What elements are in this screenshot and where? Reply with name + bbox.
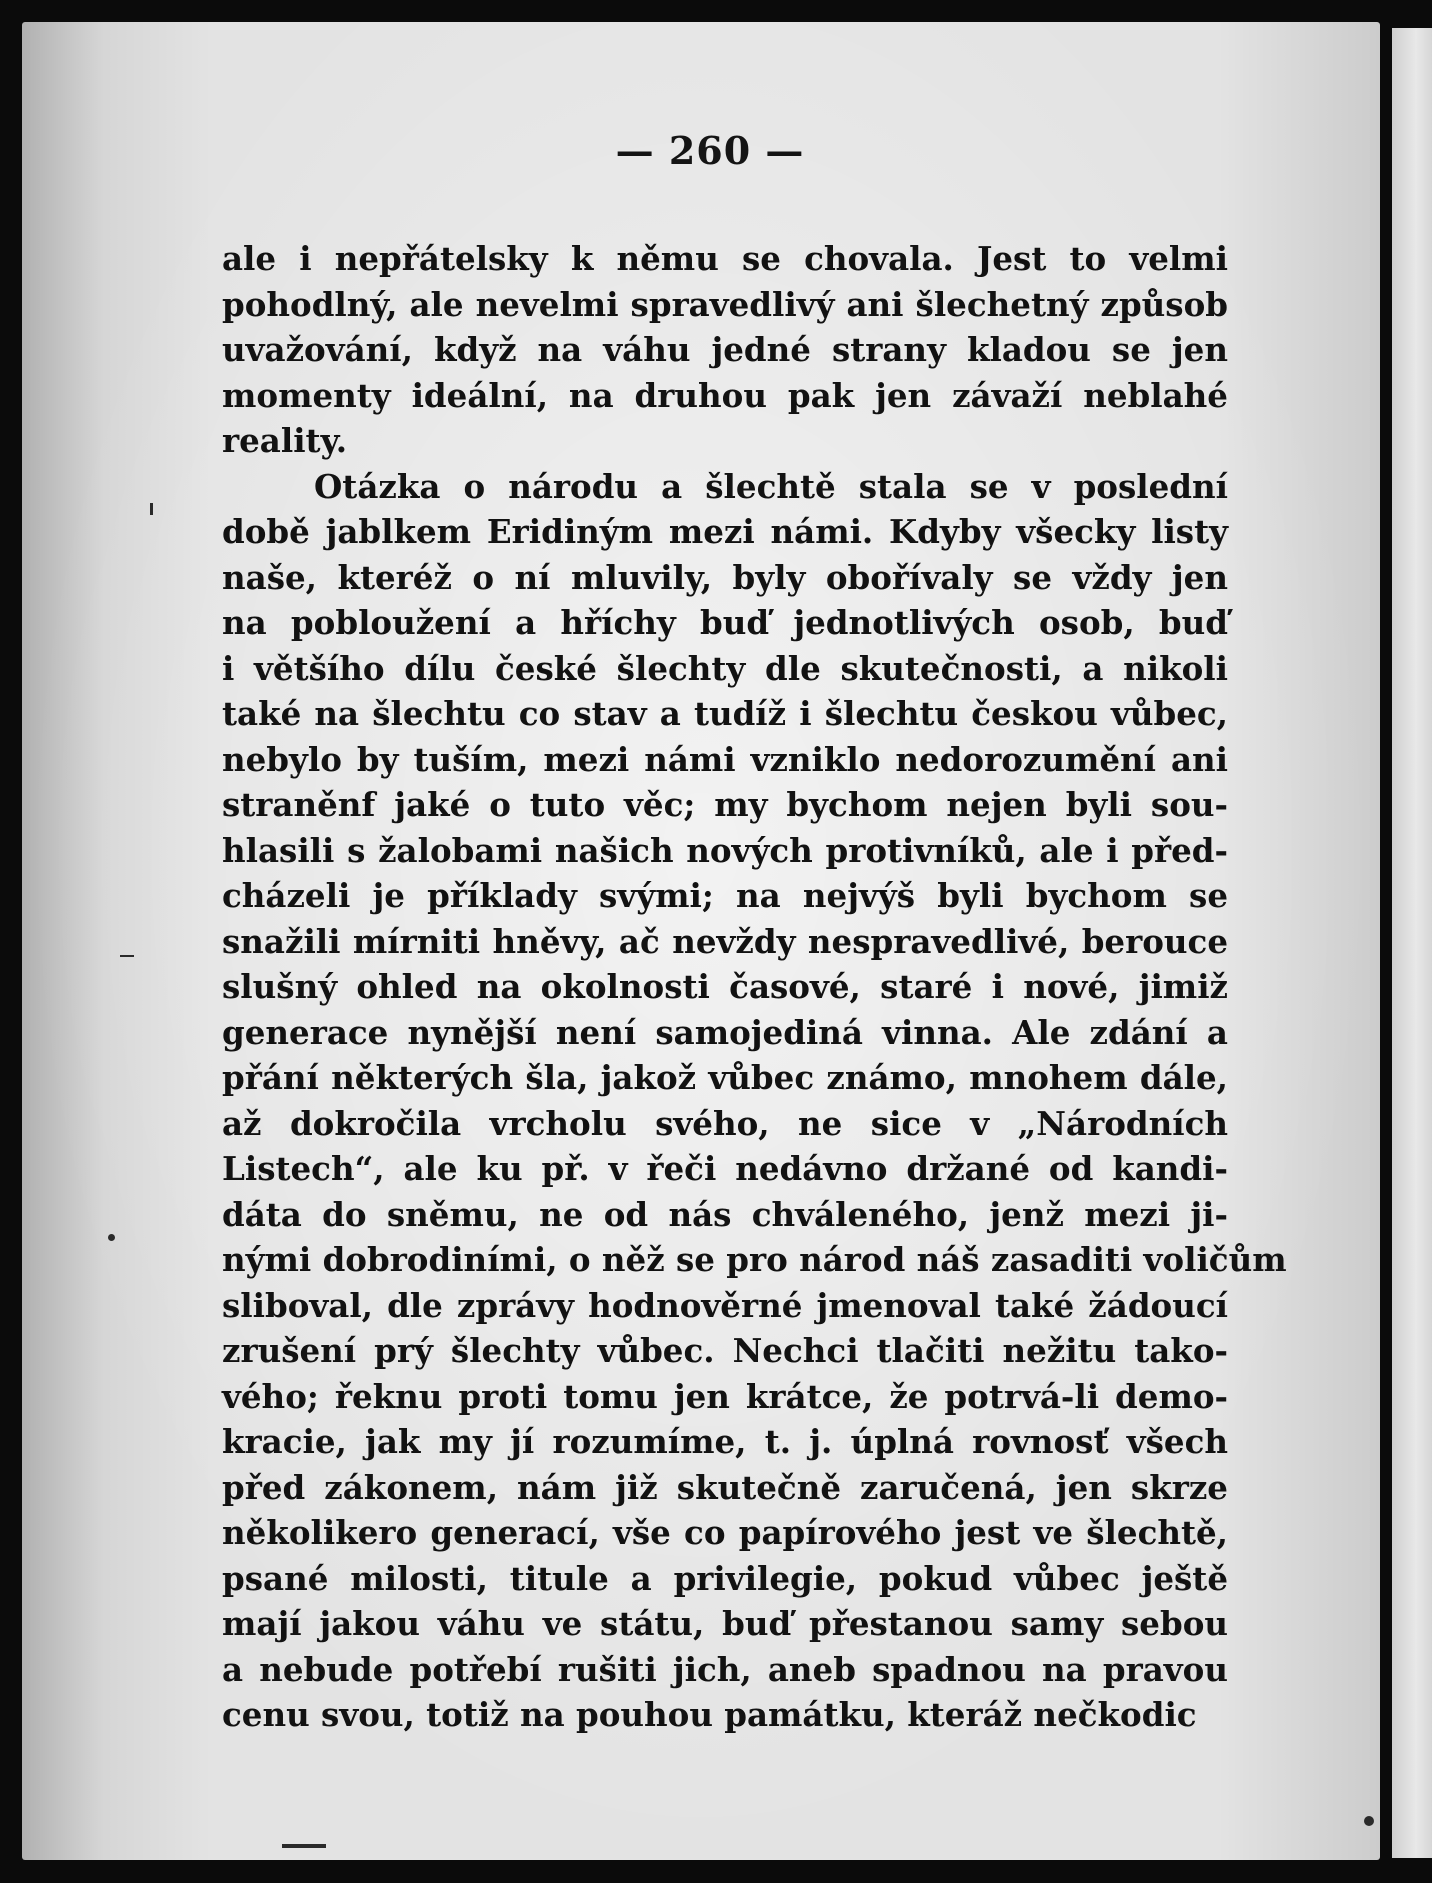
text-line: i většího dílu české šlechty dle skutečnosti, a nikoli bbox=[222, 648, 1228, 688]
text-line: slušný ohled na okolnosti časové, staré i nové, jimiž bbox=[222, 967, 1228, 1006]
next-page-edge bbox=[1392, 28, 1432, 1858]
text-line: cházeli je příklady svými; na nejvýš byli bychom se bbox=[222, 876, 1228, 915]
text-line: naše, kteréž o ní mluvily, byly obořívaly se vždy jen bbox=[222, 557, 1228, 597]
text-line: a nebude potřebí rušiti jich, aneb spadnou na pravou bbox=[222, 1649, 1228, 1689]
text-line: momenty ideální, na druhou pak jen závaží neblahé bbox=[222, 375, 1228, 415]
text-line: straněnf jaké o tuto věc; my bychom nejen byli sou- bbox=[222, 785, 1228, 824]
text-line: nými dobrodiními, o něž se pro národ náš zasaditi voličům bbox=[222, 1240, 1287, 1279]
text-line: až dokročila vrcholu svého, ne sice v „Národních bbox=[222, 1103, 1228, 1143]
text-line: ale i nepřátelsky k němu se chovala. Jest to velmi bbox=[222, 239, 1228, 278]
text-line: nebylo by tuším, mezi námi vzniklo nedorozumění ani bbox=[222, 739, 1228, 779]
text-line: generace nynější není samojediná vinna. Ale zdání a bbox=[222, 1012, 1228, 1052]
ink-speck bbox=[1364, 1816, 1374, 1826]
text-line: před zákonem, nám již skutečně zaručená, jen skrze bbox=[222, 1467, 1228, 1507]
paragraph-first-line: Otázka o národu a šlechtě stala se v poslední bbox=[314, 466, 1228, 506]
ink-speck bbox=[108, 1234, 115, 1241]
text-line: na pobloužení a hříchy buď jednotlivých osob, buď bbox=[222, 603, 1228, 642]
text-line: době jablkem Eridiným mezi námi. Kdyby všecky listy bbox=[222, 512, 1228, 551]
page-number: — 260 — bbox=[615, 128, 805, 173]
body-text bbox=[222, 236, 1287, 1738]
text-line: cenu svou, totiž na pouhou památku, kteráž nečkodic bbox=[222, 1695, 1197, 1734]
text-line: pohodlný, ale nevelmi spravedlivý ani šlechetný způsob bbox=[222, 284, 1228, 324]
text-line: psané milosti, titule a privilegie, pokud vůbec ještě bbox=[222, 1558, 1228, 1598]
text-line: mají jakou váhu ve státu, buď přestanou samy sebou bbox=[222, 1604, 1228, 1643]
text-line: sliboval, dle zprávy hodnověrné jmenoval také žádoucí bbox=[222, 1285, 1228, 1325]
text-line: několikero generací, vše co papírového jest ve šlechtě, bbox=[222, 1513, 1228, 1552]
text-line: také na šlechtu co stav a tudíž i šlechtu českou vůbec, bbox=[222, 694, 1228, 733]
text-line: kracie, jak my jí rozumíme, t. j. úplná rovnosť všech bbox=[222, 1422, 1228, 1461]
text-line: hlasili s žalobami našich nových protivníků, ale i před- bbox=[222, 830, 1228, 870]
text-line: zrušení prý šlechty vůbec. Nechci tlačiti nežitu tako- bbox=[222, 1331, 1228, 1370]
text-line: přání některých šla, jakož vůbec známo, mnohem dále, bbox=[222, 1058, 1228, 1097]
ink-speck bbox=[120, 955, 134, 957]
ink-speck bbox=[282, 1844, 326, 1848]
text-line: Listech“, ale ku př. v řeči nedávno držané od kandi- bbox=[222, 1149, 1228, 1188]
text-line: reality. bbox=[222, 421, 348, 460]
text-line: uvažování, když na váhu jedné strany kladou se jen bbox=[222, 330, 1228, 369]
ink-speck bbox=[150, 503, 153, 515]
text-line: vého; řeknu proti tomu jen krátce, že potrvá-li demo- bbox=[222, 1376, 1228, 1416]
gutter-shadow bbox=[1380, 22, 1392, 1860]
text-line: dáta do sněmu, ne od nás chváleného, jenž mezi ji- bbox=[222, 1194, 1228, 1234]
text-line: snažili mírniti hněvy, ač nevždy nespravedlivé, berouce bbox=[222, 921, 1228, 961]
